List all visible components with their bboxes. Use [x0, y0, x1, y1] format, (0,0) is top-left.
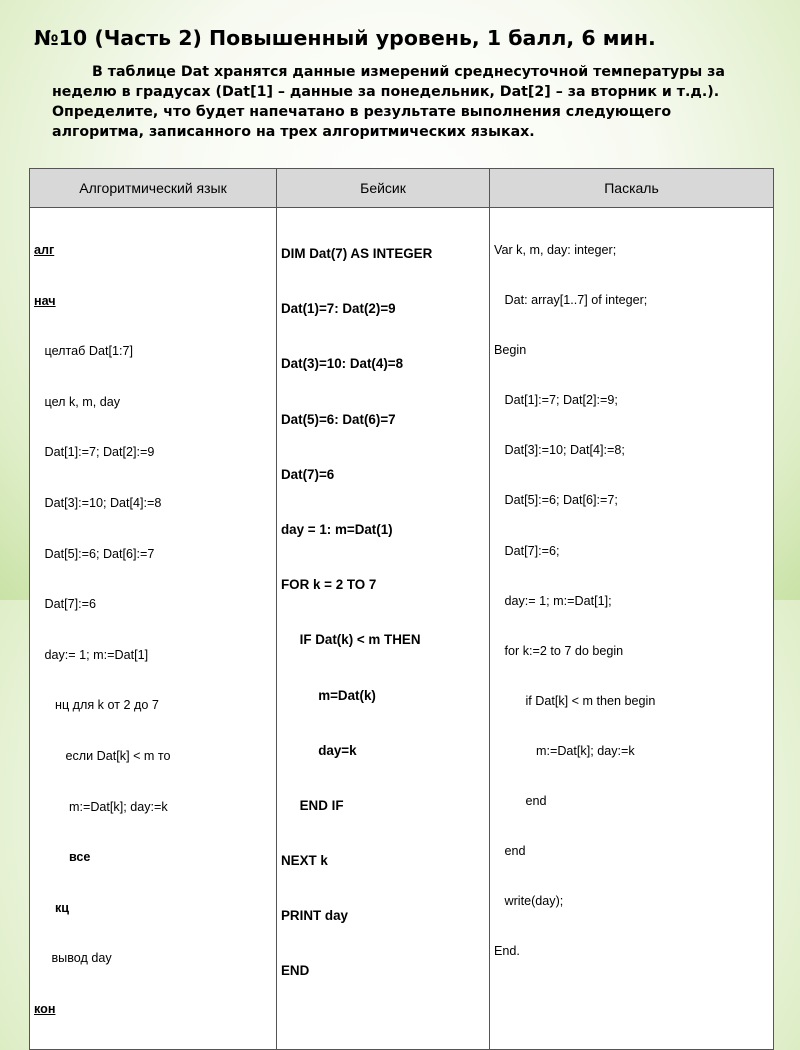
code-line: write(day); [494, 894, 564, 909]
pascal-code [494, 211, 769, 990]
algorithmic-code [34, 211, 272, 1049]
code-line: END IF [281, 797, 344, 813]
code-line: IF Dat(k) < m THEN [281, 632, 421, 648]
header-algorithmic: Алгоритмический язык [30, 169, 277, 208]
basic-code-cell [277, 208, 490, 1050]
slide-title: №10 (Часть 2) Повышенный уровень, 1 балл, 6 мин. [34, 26, 656, 50]
header-pascal: Паскаль [490, 169, 774, 208]
code-line: целтаб Dat[1:7] [34, 344, 133, 359]
code-line: Dat[3]:=10; Dat[4]:=8; [494, 443, 625, 458]
code-line: m:=Dat[k]; day:=k [494, 743, 635, 758]
code-line: end [494, 794, 547, 809]
code-line: Dat[5]:=6; Dat[6]:=7; [494, 493, 618, 508]
code-line: Dat(7)=6 [281, 466, 335, 482]
code-line: Dat[7]:=6 [34, 597, 96, 612]
code-line: нач [34, 293, 56, 308]
code-line: Dat(5)=6: Dat(6)=7 [281, 411, 396, 427]
table-header-row [30, 169, 774, 208]
code-line: Dat[5]:=6; Dat[6]:=7 [34, 546, 155, 561]
code-line: FOR k = 2 TO 7 [281, 577, 377, 593]
code-line: Dat: array[1..7] of integer; [494, 293, 648, 308]
code-line: Dat[3]:=10; Dat[4]:=8 [34, 495, 162, 510]
code-line: кц [34, 900, 70, 915]
pascal-code-cell [490, 208, 774, 1050]
code-line: если Dat[k] < m то [34, 748, 171, 763]
code-line: DIM Dat(7) AS INTEGER [281, 246, 433, 261]
code-comparison-table [29, 168, 774, 1050]
header-basic: Бейсик [277, 169, 490, 208]
code-line: цел k, m, day [34, 394, 121, 409]
code-line: day:= 1; m:=Dat[1] [34, 647, 149, 662]
code-line: PRINT day [281, 908, 348, 924]
code-line: day:= 1; m:=Dat[1]; [494, 593, 612, 608]
code-line: Var k, m, day: integer; [494, 243, 617, 257]
code-line: алг [34, 243, 55, 257]
code-line: m=Dat(k) [281, 687, 376, 703]
algorithmic-code-cell [30, 208, 277, 1050]
code-line: END [281, 963, 310, 979]
code-line: day=k [281, 742, 357, 758]
code-line: Dat[1]:=7; Dat[2]:=9; [494, 393, 618, 408]
code-line: for k:=2 to 7 do begin [494, 643, 624, 658]
code-line: Dat(3)=10: Dat(4)=8 [281, 356, 404, 372]
table-code-row [30, 208, 774, 1050]
code-line: day = 1: m=Dat(1) [281, 521, 393, 537]
code-line: Dat(1)=7: Dat(2)=9 [281, 301, 396, 317]
code-line: End. [494, 944, 520, 959]
code-line: нц для k от 2 до 7 [34, 698, 159, 713]
code-line: вывод day [34, 951, 112, 966]
task-description: В таблице Dat хранятся данные измерений среднесуточной температуры за неделю в градусах (Dat[1] – данные за понедельник, Dat[2] – за вторник и т.д.). Определите, что будет напечатано в результате выполнения следующего алгоритма, записанного на трех алгоритмических языках. [52, 64, 725, 140]
code-line: Dat[7]:=6; [494, 543, 560, 558]
code-line: все [34, 850, 91, 865]
code-line: NEXT k [281, 853, 328, 869]
code-line: Begin [494, 343, 527, 358]
code-line: m:=Dat[k]; day:=k [34, 799, 168, 814]
code-line: end [494, 844, 526, 859]
code-line: if Dat[k] < m then begin [494, 693, 656, 708]
basic-code [281, 211, 485, 1014]
code-line: кон [34, 1001, 56, 1016]
code-line: Dat[1]:=7; Dat[2]:=9 [34, 445, 155, 460]
